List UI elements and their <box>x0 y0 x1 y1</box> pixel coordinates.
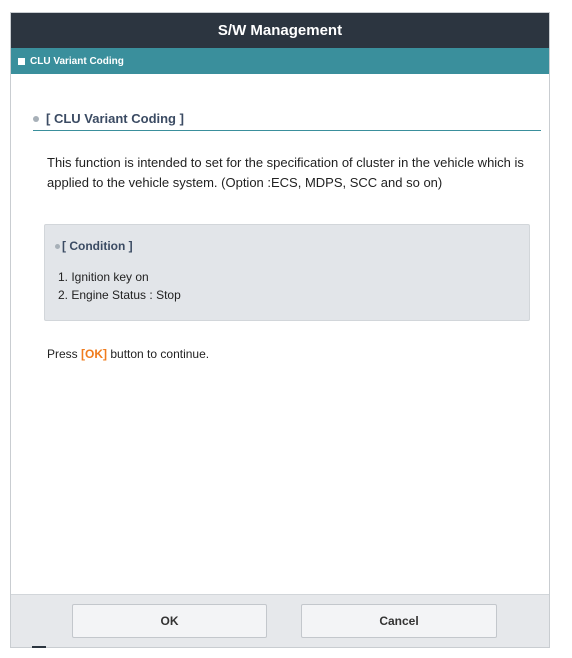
condition-box <box>44 224 530 321</box>
dialog-footer <box>11 594 549 647</box>
section-divider <box>33 130 541 131</box>
ok-highlight: [OK] <box>81 347 108 361</box>
ok-button[interactable]: OK <box>72 604 267 638</box>
corner-mark <box>32 646 46 648</box>
sw-management-dialog <box>10 12 550 648</box>
subheader-bar <box>11 48 549 74</box>
square-icon <box>18 58 25 65</box>
bullet-icon <box>33 116 39 122</box>
condition-item: 2. Engine Status : Stop <box>58 288 181 302</box>
continue-instruction <box>47 347 209 361</box>
section-title-text: [ CLU Variant Coding ] <box>46 111 184 126</box>
function-description: This function is intended to set for the specification of cluster in the vehicle which is applied to the vehicle system. (Option :ECS, MDPS, SCC and so on) <box>47 155 524 190</box>
subheader-title: CLU Variant Coding <box>30 55 124 67</box>
window-title: S/W Management <box>217 22 343 39</box>
bullet-icon <box>55 244 60 249</box>
condition-item: 1. Ignition key on <box>58 270 149 284</box>
condition-list <box>58 268 181 304</box>
instruction-suffix: button to continue. <box>107 347 210 361</box>
window-titlebar <box>11 13 549 48</box>
cancel-button[interactable]: Cancel <box>301 604 497 638</box>
instruction-prefix: Press <box>47 347 82 361</box>
section-title <box>33 111 184 126</box>
condition-title <box>55 239 133 253</box>
condition-title-text: [ Condition ] <box>62 239 133 253</box>
